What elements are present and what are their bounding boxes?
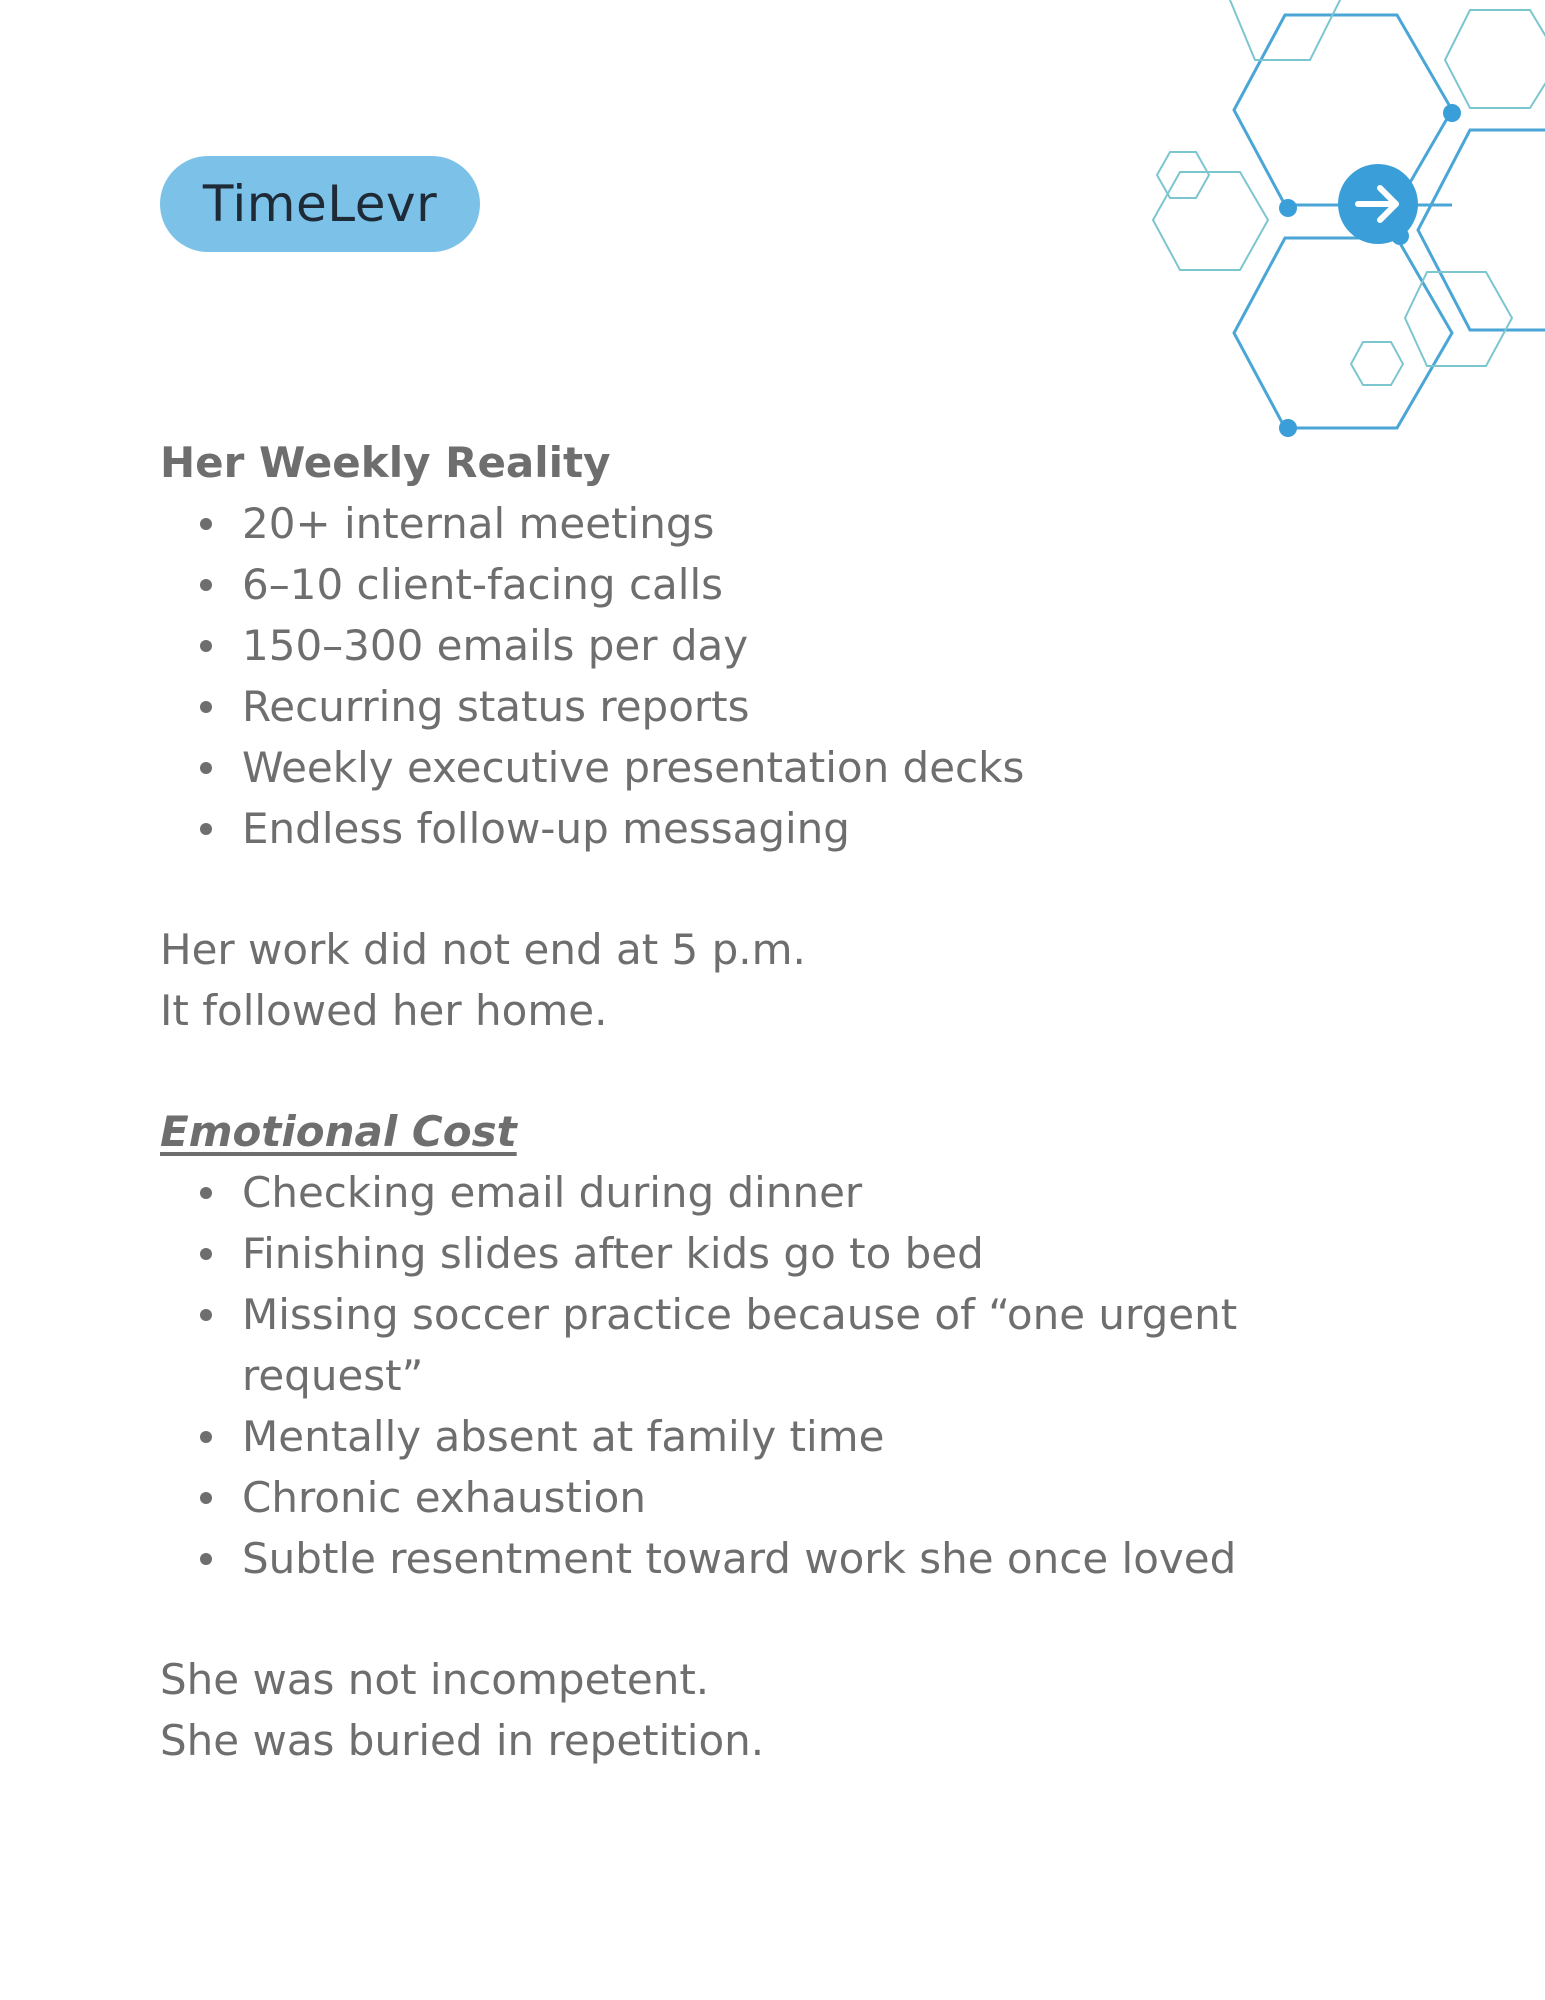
list-item: Recurring status reports: [160, 676, 1410, 737]
hexagon-outline-small-top-right: [1445, 10, 1545, 108]
list-item: Mentally absent at family time: [160, 1406, 1410, 1467]
weekly-reality-list: [160, 493, 1410, 859]
hexagon-outline-tiny-left: [1157, 152, 1209, 198]
network-node: [1443, 104, 1461, 122]
paragraph-followed-home: It followed her home.: [160, 986, 608, 1035]
paragraph-not-incompetent: She was not incompetent.: [160, 1655, 710, 1704]
list-item: 20+ internal meetings: [160, 493, 1410, 554]
emotional-cost-list: [160, 1162, 1410, 1589]
list-item: Checking email during dinner: [160, 1162, 1410, 1223]
list-item: 150–300 emails per day: [160, 615, 1410, 676]
hexagon-outline-small-top: [1230, 0, 1340, 60]
hexagon-outline-right-edge: [1418, 130, 1545, 330]
network-node: [1279, 199, 1297, 217]
section-title-emotional-cost: Emotional Cost: [160, 1107, 517, 1156]
arrow-right-icon: [1338, 164, 1418, 244]
list-item: Chronic exhaustion: [160, 1467, 1410, 1528]
list-item: Endless follow-up messaging: [160, 798, 1410, 859]
hexagon-outline-large-top: [1234, 15, 1452, 205]
list-item: 6–10 client-facing calls: [160, 554, 1410, 615]
list-item: Weekly executive presentation decks: [160, 737, 1410, 798]
main-content: [160, 432, 1410, 1771]
list-item: Missing soccer practice because of “one urgent request”: [160, 1284, 1392, 1406]
hexagon-outline-tiny-bottom: [1351, 342, 1403, 385]
brand-logo-pill: TimeLevr: [160, 156, 480, 252]
hexagon-outline-small-left: [1153, 172, 1268, 270]
hexagon-outline-large-bottom: [1234, 238, 1452, 428]
paragraph-work-hours: Her work did not end at 5 p.m.: [160, 925, 806, 974]
section-title-weekly-reality: Her Weekly Reality: [160, 438, 611, 487]
hexagon-network-decoration: [1140, 0, 1545, 450]
hexagon-outline-small-right: [1405, 272, 1512, 366]
list-item: Finishing slides after kids go to bed: [160, 1223, 1410, 1284]
paragraph-buried-repetition: She was buried in repetition.: [160, 1716, 765, 1765]
list-item: Subtle resentment toward work she once loved: [160, 1528, 1410, 1589]
